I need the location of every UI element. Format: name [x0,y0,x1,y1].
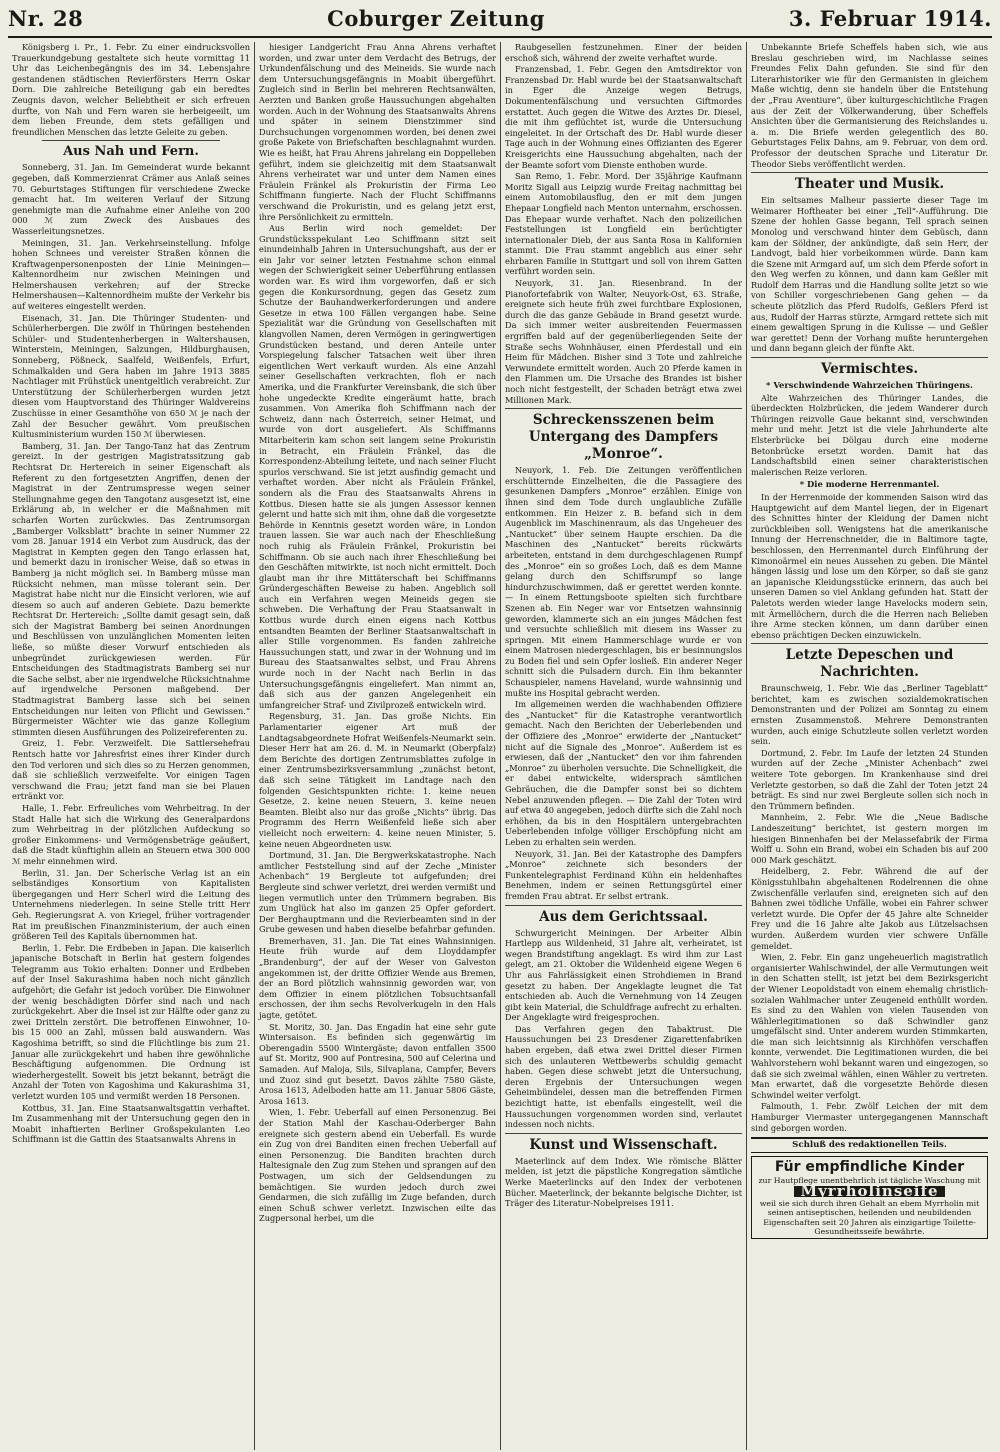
ad-subline: zur Hautpflege unentbehrlich ist tägliche Waschung mit [758,1175,981,1185]
section-heading: Kunst und Wissenschaft. [505,1133,742,1154]
article: Halle, 1. Febr. Erfreuliches vom Wehrbeitrag. In der Stadt Halle hat sich die Wirkung des Generalpardons zum Wehrbeitrag in der plötzlichen Aufdeckung so großer Einkommens- und Vermögensbeträge geäußert, daß die Stadt künftighin allein an Steuern etwa 300 000 ℳ mehr einnehmen wird. [12,802,250,866]
article: Ein seltsames Malheur passierte dieser Tage im Weimarer Hoftheater bei einer „Tell“-Aufführung. Die Szene der hohlen Gasse begann, Tell sprach seinen Monolog und verschwand hinter dem Gebüsch, dann kam der Söldner, der ankündigte, daß sein Herr, der Landvogt, bald hier vorbeikommen würde. Dann kam die Szene mit Armgard auf, um sich dem Pferde sofort in den Weg werfen zu können, und dann kam Geßler mit Rudolf dem Harras und die Handlung sollte jetzt so wie von Schiller vorgeschriebenen Gang gehen — da scheute plötzlich das Pferd Rudolfs, Geßlers Pferd ist aus, Rudolf der Harras stürzte, Armgard rettete sich mit einem gewaltigen Sprung in die Kulisse — und Geßler war gerettet! Denn der Vorhang mußte heruntergehen und dann begann gleich der fünfte Akt. [751,195,988,354]
article: Wien, 2. Febr. Ein ganz ungeheuerlich magistratlich organisierter Wahlschwindel, der alle Vermutungen weit in den Schatten stellt, ist jetzt bei dem Bezirksgericht der Wiener Leopoldstadt von einem ehemalig christlich-sozialen Wahlmacher unter Zeugeneid enthüllt worden. Es sind zu den Wahlen von vielen Tausenden von Wählerlegitimationen so daß Schwindler ganz umgefälscht sind. Unter anderem wurden Stimmkarten, die man sich leichtsinnig als Kirchhöfen verschaffen konnte, verwendet. Die Legitimationen wurden, die bei Wahlvorstehern wohl bekannt waren und eingezogen, so daß sie sich zweimal wählen, einen Wähler zu vertreten. Man erwartet, daß die vorgesetzte Behörde diesen Schwindel weiter verfolgt. [751,952,988,1100]
article: Bamberg, 31. Jan. Der Tango-Tanz hat das Zentrum gereizt. In der gestrigen Magistratssitzung gab Rechtsrat Dr. Hertereich in seiner Eigenschaft als Referent zu den fortgesetzten Angriffen, denen der Magistrat in der Zentrumspresse wegen seiner Stellungnahme gegen den Tangotanz ausgesetzt ist, eine Erklärung ab, in welcher er die Maßnahmen mit scharfen Worten zurückwies. Das Zentrumsorgan „Bamberger Volksblatt“ brachte in seiner Nummer 22 vom 28. Januar 1914 ein Verbot zum Ausdruck, das der Magistrat in Kempten gegen den Tango erlassen hat, und bemerkt dazu in ironischer Weise, daß so etwas in Bamberg ja nicht möglich sei. In Bamberg müsse man Rücksicht nehmen, man müsse tolerant sein. Der Magistrat habe nicht nur die Einsicht verloren, wie auf diesem so auch auf anderen Gebiete. Dazu bemerkte Rechtsrat Dr. Hertereich: „Sollte damit gesagt sein, daß sich der Magistrat Bamberg bei seinen Anordnungen und Beschlüssen von unzulänglichen Momenten leiten ließe, so müßte dieser Vorwurf entschieden als unbegründet zurückgewiesen werden. Für Entscheidungen des Stadtmagistrats Bamberg sei nur die Sache selbst, aber nie irgendwelche Rücksichtnahme auf irgendwelche Personen maßgebend. Der Stadtmagistrat Bamberg lasse sich bei seinen Entscheidungen nur leiten von Pflicht und Gewissen.“ Bürgermeister Wächter wie das ganze Kollegium stimmten diesen Ausführungen des Polizeireferenten zu. [12,440,250,737]
article: Neuyork, 1. Feb. Die Zeitungen veröffentlichen erschütternde Einzelheiten, die die Passagiere des gesunkenen Dampfers „Monroe“ erzählen. Einige von ihnen sind dem Tode durch unglaubliche Zufälle entkommen. Ein Heizer z. B. befand sich in dem Augenblick im Maschinenraum, als das Ungeheuer des „Nantucket“ über seinem Haupte erschien. Da die Maschinen des „Nantucket“ bereits rückwärts arbeiteten, entstand in dem durchgeschlagenen Rumpf des „Monroe“ ein so großes Loch, daß es dem Manne gelang durch den Schiffsrumpf so lange hindurchzuschwimmen, daß er gerettet werden konnte. — In einem Rettungsboote spielten sich furchtbare Szenen ab. Ein Neger war vor Entsetzen wahnsinnig geworden, klammerte sich an ein junges Mädchen fest und versuchte schließlich mit diesem ins Wasser zu springen. Mit einem Hammerschlage wurde er von einem Matrosen niedergeschlagen, bis er besinnungslos zu Boden fiel und sein Opfer losließ. Ein anderer Neger schnitt sich die Pulsadern durch. Ein ihm bekannter Schauspieler, namens Haveland, wurde wahnsinnig und mußte ins Hospital gebracht werden. [505,465,742,698]
article: hiesiger Landgericht Frau Anna Ahrens verhaftet worden, und zwar unter dem Verdacht des Betrugs, der Urkundenfälschung und des Meineids. Sie wurde nach dem Untersuchungsgefängnis in Moabit übergeführt. Zugleich sind in Berlin bei mehreren Rechtsanwälten, Aerzten und Banken große Haussuchungen abgehalten worden. Auch in der Wohnung des Staatsanwalts Ahrens und später in seinem Dienstzimmer sind Durchsuchungen vorgenommen worden, bei denen zwei große Pakete von Briefschaften beschlagnahmt wurden. Wie es heißt, hat Frau Ahrens jahrelang ein Doppelleben geführt, indem sie gleichzeitig mit dem Staatsanwalt Ahrens verheiratet war und unter dem Namen eines Fräulein Fränkel als Prokuristin der Firma Leo Schiffmann fungierte. Nach der Flucht Schiffmanns verschwand die Prokuristin, und es gelang jetzt erst, ihre Persönlichkeit zu ermitteln. [259,42,496,222]
article: St. Moritz, 30. Jan. Das Engadin hat eine sehr gute Wintersaison. Es befinden sich gegenwärtig im Oberengadin 5500 Wintergäste; davon entfallen 3500 auf St. Moritz, 900 auf Pontresina, 500 auf Celerina und Samaden. Auf Maloja, Sils, Silvaplana, Campfer, Bevers und Zuoz sind gut besetzt. Davos zählte 7580 Gäste, Arosa 1613, Adelboden hatte am 11. Januar 5806 Gäste, Arosa 1613. [259,1021,496,1106]
article: Maeterlinck auf dem Index. Wie römische Blätter melden, ist jetzt die päpstliche Kongregation sämtliche Werke Maeterlincks auf den Index der verbotenen Bücher. Maeterlinck, der bekannte belgische Dichter, ist Träger des Literatur-Nobelpreises 1911. [505,1155,742,1209]
ad-headline: Für empfindliche Kinder [774,1158,965,1175]
article: Unbekannte Briefe Scheffels haben sich, wie aus Breslau geschrieben wird, im Nachlasse seines Freundes Felix Dahn gefunden. Sie sind für den Literarhistoriker wie für den Germanisten in gleichem Maße wichtig, denn sie handeln über die Entstehung der „Frau Aventiure“, über kulturgeschichtliche Fragen aus der Zeit der Völkerwanderung, über Scheffels Ansichten über die Germanisierung des Reichslandes u. a. m. Die Briefe werden gelegentlich des 80. Geburtstages Felix Dahns, am 9. Februar, von dem ord. Professor der deutschen Sprache und Literatur Dr. Theodor Siebs veröffentlicht werden. [751,42,988,169]
article: Alte Wahrzeichen des Thüringer Landes, die überdeckten Holzbrücken, die jedem Wanderer durch Thüringen reizvolle Gaue bekannt sind, verschwinden mehr und mehr. Jetzt ist die viele Jahrhunderte alte Elsterbrücke bei Dölgau durch eine moderne Betonbrücke ersetzt worden. Damit hat das Landschaftsbild einen seiner charakteristischen malerischen Reize verloren. [751,392,988,477]
article: Greiz, 1. Febr. Verzweifelt. Die Sattlersehefrau Rentsch hatte vor Jahresfrist eines ihrer Kinder durch den Tod verloren und sich dies so zu Herzen genommen, daß sie schließlich verzweifelte. Vor einigen Tagen verschwand die Frau; jetzt fand man sie bei Plauen ertränkt vor. [12,738,250,802]
article: Schwurgericht Meiningen. Der Arbeiter Albin Hartlepp aus Wildenheid, 31 Jahre alt, verheiratet, ist wegen Brandstiftung angeklagt. Es wird ihm zur Last gelegt, am 21. Oktober die Wildenheid eigene Wegen 6 Uhr aus Fahrlässigkeit einen Strohdiemen in Brand gesetzt zu haben. Der Angeklagte leugnet die Tat entschieden ab. Auch die Vernehmung von 14 Zeugen gibt kein Material, die Schuldfrage aufrecht zu erhalten. Der Angeklagte wird freigesprochen. [505,927,742,1023]
article-heading: * Die moderne Herrenmantel. [799,479,940,490]
article: Kottbus, 31. Jan. Eine Staatsanwaltsgattin verhaftet. Im Zusammenhang mit der Untersuchung gegen den in Moabit inhaftierten Berliner Großspekulanten Leo Schiffmann ist die Gattin des Staatsanwalts Ahrens in [12,1102,250,1145]
article: Meiningen, 31. Jan. Verkehrseinstellung. Infolge hohen Schnees und vereister Straßen können die Kraftwagenpersonenposten der Linie Meiningen—Kaltennordheim nur zwischen Meiningen und Helmershausen verkehren; auf der Strecke Helmershausen—Kaltennordheim mußte der Verkehr bis auf weiteres eingestellt werden. [12,237,250,312]
article: Berlin, 31. Jan. Der Scherlsche Verlag ist an ein selbständiges Konsortium von Kapitalisten übergegangen und Herr Scherl wird die Leitung des Unternehmens niederlegen. In seine Stelle tritt Herr Geh. Regierungsrat A. von Kriegel, früher vortragender Rat im preußischen Finanzministerium, der auch einen größeren Teil des Kapitals übernommen hat. [12,867,250,942]
article: Bremerhaven, 31. Jan. Die Tat eines Wahnsinnigen. Heute früh wurde auf dem Lloyddampfer „Brandenburg“, der auf der Weser von Galveston angekommen ist, der dritte Offizier Wende aus Bremen, der an Bord plötzlich wahnsinnig geworden war, von dem Offizier in einem plötzlichen Tobsuchtsanfall erschossen, der ihm sechs Revolverkugeln in den Hals jagte, getötet. [259,935,496,1021]
article: Dortmund, 31. Jan. Die Bergwerkskatastrophe. Nach amtlicher Feststellung sind auf der Zeche „Minister Achenbach“ 19 Bergleute tot aufgefunden; drei Bergleute sind schwer verletzt, drei werden vermißt und liegen vermutlich unter den Trümmern begraben. Bis zum Unglück hat also im ganzen 25 Opfer gefordert. Der Berghauptmann und die Revierbeamten sind in der Grube gewesen und haben dieselbe befahrbar gefunden. [259,850,496,935]
article: Falmouth, 1. Febr. Zwölf Leichen der mit dem Hamburger Viermaster untergegangenen Mannschaft sind geborgen worden. [751,1101,988,1133]
column-3 [500,42,746,1450]
article: Franzensbad, 1. Febr. Gegen den Amtsdirektor von Franzensbad Dr. Habl wurde bei der Staatsanwaltschaft in Eger die Anzeige wegen Betrugs, Dokumentenfälschung und versuchten Giftmordes erstattet. Auch gegen die Witwe des Arztes Dr. Diesel, die mit ihm geflüchtet ist, wurde die Untersuchung eingeleitet. In der Ortschaft des Dr. Habl wurde dieser Tage auch in der Wohnung eines Offizianten des Egerer Kreisgerichts eine Haussuchung abgehalten, nach der der Beamte sofort vom Dienste enthoben wurde. [505,64,742,170]
article: In der Herrenmoide der kommenden Saison wird das Hauptgewicht auf dem Mantel liegen, der in Eigenart des Schnittes hinter der Kleidung der Damen nicht zurückbleiben soll. Wenigstens hat die amerikanische Innung der Herrenschneider, die in Baltimore tagte, beschlossen, den Herrenmantel durch Einführung der Kimonoärmel ein neues Aussehen zu geben. Die Mäntel hängen lässig und lose um den Körper, so daß sie ganz an japanische Kleidungsstücke erinnern, das auch bei unseren Damen so viel Anklang gefunden hat. Statt der Paletots werden wieder lange Havelocks modern sein, mit Ärmellöchern, durch die die Herren nach Belieben ihre Arme stecken können, um dann darüber einen ebenso prächtigen Decken einzuwickeln. [751,491,988,640]
article: Das Verfahren gegen den Tabaktrust. Die Haussuchungen bei 23 Dresdener Zigarettenfabriken haben ergeben, daß etwa zwei Drittel dieser Firmen sich des unlauteren Wettbewerbs schuldig gemacht haben. Gegen diese schwebt jetzt die Untersuchung, deren Ergebnis der Untersuchungen wegen Geheimbündelei, dessen man die betreffenden Firmen bezichtigt hatte, ist ebenfalls eingestellt, weil die Haussuchungen vorgenommen worden sind, verlautet indessen noch nichts. [505,1023,742,1130]
column-4 [746,42,992,1450]
section-heading: Theater und Musik. [751,172,988,193]
section-heading: Letzte Depeschen und Nachrichten. [751,643,988,681]
section-heading: Aus Nah und Fern. [63,144,199,160]
article: Wien, 1. Febr. Ueberfall auf einen Personenzug. Bei der Station Mahl der Kaschau-Oderberger Bahn ereignete sich gestern abend ein Ueberfall. Es wurde ein Zug von drei Banditen einen frechen Ueberfall auf einen Personenzug. Die Banditen brachten durch Haltesignale den Zug zum Stehen und sprangen auf den Postwagen, um sich der Geldsendungen zu bemächtigen. Sie wurden jedoch durch zwei Gendarmen, die sich zufällig im Zuge befanden, durch einen Schuß schwer verletzt. Inzwischen eilte das Zugpersonal herbei, um die [259,1107,496,1224]
article: Neuyork, 31. Jan. Bei der Katastrophe des Dampfers „Monroe“ zeichnete sich besonders der Funkentelegraphist Ferdinand Kühn ein heldenhaftes Benehmen, indem er seinen Rettungsgürtel einer fremden Frau abtrat. Er selbst ertrank. [505,848,742,901]
issue-date: 3. Februar 1914. [788,6,992,31]
newspaper-title: Coburger Zeitung [327,6,545,31]
section-heading: Aus dem Gerichtssaal. [505,905,742,926]
article: Raubgesellen festzunehmen. Einer der beiden erschoß sich, während der zweite verhaftet wurde. [505,42,742,63]
ad-text: weil sie sich durch ihren Gehalt an ebem Myrrholin mit seinen antiseptischen, heilenden und neubildenden Eigenschaften seit 20 Jahren als einzigartige Toilette- Gesundheitsseife bewährte. [759,1198,980,1237]
article: Eisenach, 31. Jan. Die Thüringer Studenten- und Schülerherbergen. Die zwölf in Thüringen bestehenden Schüler- und Studentenherbergen in Waltershausen, Winterstein, Meiningen, Salzungen, Hildburghausen, Sonneberg, Pößneck, Saalfeld, Weißenfels, Erfurt, Schmalkalden und Gera haben im Jahre 1913 3885 Nachtlager mit Frühstück unentgeltlich verabreicht. Zur Unterstützung der Schülerherbergen wurden jetzt diesen vom Hauptvorstand des Thüringer Waldvereins Zuschüsse in einer Gesamthöhe von 650 ℳ je nach der Zahl der Besucher gewährt. Vom preußischen Kultusministerium wurden 150 ℳ überwiesen. [12,312,250,440]
columns [8,42,992,1450]
article: Königsberg i. Pr., 1. Febr. Zu einer eindrucksvollen Trauerkundgebung gestaltete sich heute vormittag 11 Uhr das Leichenbegängnis des im 34. Lebensjahre gestandenen städtischen Revierförsters Herrn Oskar Dorn. Die zahlreiche Beteiligung gab ein beredtes Zeugnis davon, welcher Beliebtheit er sich erfreuen durfte, von Nah und Fern waren sie herbeigeeilt, um dem lieben Freunde, dem stets gefälligen und freundlichen Menschen das letzte Geleite zu geben. [12,42,250,137]
article: Dortmund, 2. Febr. Im Laufe der letzten 24 Stunden wurden auf der Zeche „Minister Achenbach“ zwei weitere Tote geborgen. Im Krankenhause sind drei Verletzte gestorben, so daß die Zahl der Toten jetzt 24 beträgt. Es sind nur zwei Bergleute sollen sich noch in den Trümmern befinden. [751,747,988,811]
article: Mannheim, 2. Febr. Wie die „Neue Badische Landeszeitung“ berichtet, ist gestern morgen im hiesigen Binnenhafen bei der Melassefabrik der Firma Wolff u. Sohn ein Brand, wobei ein Schaden bis auf 200 000 Mark geschätzt. [751,812,988,865]
article: Berlin, 1. Febr. Die Erdbeben in Japan. Die kaiserlich japanische Botschaft in Berlin hat gestern folgendes Telegramm aus Tokio erhalten: Donner und Erdbeben auf der Insel Sakurashima haben noch nicht gänzlich aufgehört; die Gefahr ist jedoch vorüber. Die Einwohner der wenig beschädigten Dörfer sind nach und nach zurückgekehrt. Aber die Insel ist zur Hälfte oder ganz zu zwei Dritteln zerstört. Die betroffenen Einwohner, 10- bis 15 000 an Zahl, müssen bald auswandern. Was Kagoshima betrifft, so sind die Flüchtlinge bis zum 21. Januar alle zurückgekehrt und haben ihre gewöhnliche Beschäftigung aufgenommen. Die Ordnung ist wiederhergestellt. Soweit bis jetzt bekannt, beträgt die Anzahl der Toten von Kagoshima und Kakurashima 31, verletzt wurden 105 und vermißt werden 18 Personen. [12,942,250,1101]
article: Braunschweig, 1. Febr. Wie das „Berliner Tageblatt“ berichtet, kam es zwischen sozialdemokratischen Demonstranten und der Polizei am Sonntag zu einem ernsten Zusammenstoß. Mehrere Demonstranten wurden, auch einige Schutzleute sollen verletzt worden sein. [751,683,988,747]
ad-product-name: Myrrholinseife [794,1186,944,1197]
advertisement [751,1156,988,1240]
editorial-end-note: Schluß des redaktionellen Teils. [751,1137,988,1153]
article: Sonneberg, 31. Jan. Im Gemeinderat wurde bekannt gegeben, daß Kommerzienrat Crämer aus Anlaß seines 70. Geburtstages Stiftungen für verschiedene Zwecke gemacht hat. Im weiteren Verlauf der Sitzung genehmigte man die Aufnahme einer Anleihe von 200 000 ℳ zum Zweck des Ausbaues des Wasserleitungsnetzes. [12,162,250,236]
article: Aus Berlin wird noch gemeldet: Der Grundstücksspekulant Leo Schiffmann sitzt seit einundeinhalb Jahren in Untersuchungshaft, aus der er ein Jahr vor seiner letzten Festnahme schon einmal wegen der Schwierigkeit seiner Ueberführung entlassen worden war. Es wird ihm vorgeworfen, daß er sich gegen die Konkursordnung, gegen das Gesetz zum Schutze der Bauhandwerkerforderungen und andere Gesetze in etwa 100 Fällen vergangen habe. Seine Spezialität war die Gründung von Gesellschaften mit klangvollen Namen, deren Vermögen in geringwertigen Grundstücken bestand, und deren Anteile unter Vorspiegelung falscher Tatsachen weit über ihren eigentlichen Wert verkauft wurden. Als eine Anzahl seiner Gesellschaften verkrachten, floh er nach Amerika, und die Frankfurter Vereinsbank, die sich über hohe ungedeckte Kredite eingeräumt hatte, brach zusammen. Von Amerika floh Schiffmann nach der Schweiz, dann nach Österreich, seiner Heimat, und wurde von dort ausgeliefert. Als Schiffmanns Mitarbeiterin kam schon seit langem seine Prokuristin in Betracht, ein Fräulein Fränkel, das die Korrespondenz-Abteilung leitete, und nach seiner Flucht spurlos verschwand. Sie ist jetzt ausfindig gemacht und verhaftet worden. Aber nicht als Fräulein Fränkel, sondern als die Frau des Staatsanwalts Ahrens in Kottbus. Diesen hatte sie als jungen Assessor kennen gelernt und hatte sich mit ihm, ohne daß die vorgesetzte Behörde in Kenntnis gesetzt worden wäre, in London trauen lassen. Sie war auch nach der Eheschließung noch ruhig als Fräulein Fränkel, Prokuristin bei Schiffmann. Ob sie auch nach ihrer Eheschließung bei den Geschäften mitwirkte, ist noch nicht ermittelt. Doch glaubt man ihr ihre Mittäterschaft bei Schiffmanns Gründergeschäften Beweise zu haben. Angeblich soll auch ein Verfahren wegen Meineids gegen sie schweben. Die Verhaftung der Frau Staatsanwalt in Kottbus wurde durch einen eigens nach Kottbus entsandten Beamten der Berliner Staatsanwaltschaft in aller Stille vorgenommen. Es fanden zahlreiche Haussuchungen statt, und zwar in der Wohnung und im Bureau des Staatsanwaltes selbst, und Frau Ahrens wurde noch in der Nacht nach Berlin in das Untersuchungsgefängnis eingeliefert. Man nimmt an, daß sich aus der ganzen Angelegenheit ein umfangreicher Straf- und Zivilprozeß entwickeln wird. [259,223,496,710]
article: Heidelberg, 2. Febr. Während die auf der Königsstuhlbahn abgehaltenen Rodelrennen die ohne Zwischenfälle verlaufen sind, ereigneten sich auf den Bahnen zwei tödliche Unfälle, wobei ein Fahrer schwer verletzt wurde. Die Opfer der 45 Jahre alte Schneider Frey und die 16 Jahre alte Jakob aus Lützelsachsen wurden. Außerdem wurden vier schwere Unfälle gemeldet. [751,866,988,951]
article-heading: * Verschwindende Wahrzeichen Thüringens. [766,380,973,391]
divider [42,140,220,141]
article: Regensburg, 31. Jan. Das große Nichts. Ein Parlamentarier eigener Art muß der Landtagsabgeordnete Hofrat Weißenfels-Neumarkt sein. Dieser Herr hat am 26. d. M. in Neumarkt (Oberpfalz) dem Berichte des dortigen Zentrumsblattes zufolge in einer Zentrumsbezirksversammlung „zunächst betont, daß sich seine Tätigkeit im Landtage nach den folgenden Gesichtspunkten richte: 1. keine neuen Gesetze, 2. keine neuen Steuern, 3. keine neuen Beamten. Bleibt also nur das große „Nichts“ übrig. Das Programm des Herrn Weißenfeld ließe sich aber vielleicht noch erweitern: 4. keine neuen Minister, 5. keine neuen Abgeordneten usw. [259,711,496,849]
section-heading: Vermischtes. [751,357,988,378]
column-2 [254,42,500,1450]
section-heading: Schreckensszenen beim Untergang des Dampfers „Monroe“. [505,408,742,463]
article: Neuyork, 31. Jan. Riesenbrand. In der Pianofortefabrik von Walter, Neuyork-Ost, 63. Straße, ereignete sich heute früh zwei furchtbare Explosionen, durch die das ganze Gebäude in Brand gesetzt wurde. Da sich immer weiter ausbreitenden Feuermassen ergriffen bald auf der gegenüberliegenden Seite der Straße sechs Wohnhäuser, einen Pferdestall und ein Heim für Mädchen. Bisher sind 3 Tote und zahlreiche Verwundete ermittelt worden. Auch 20 Pferde kamen in den Flammen um. Die Ursache des Brandes ist bisher noch nicht festgestellt, der Schaden beträgt etwa zwei Millionen Mark. [505,278,742,405]
article: San Remo, 1. Febr. Mord. Der 35jährige Kaufmann Moritz Sigall aus Leipzig wurde Freitag nachmittag bei einem Automobilausflug, den er mit dem jungen Ehepaar Longfield nach Menton unternahm, erschossen. Das Ehepaar wurde verhaftet. Nach den polizeilichen Feststellungen ist Longfield ein berüchtigter internationaler Dieb, der aus Santa Rosa in Kalifornien stammt. Die Frau stammt angeblich aus einer sehr ehrbaren Familie in Stuttgart und soll von ihrem Gatten verführt worden sein. [505,171,742,277]
article: Im allgemeinen werden die wachhabenden Offiziere des „Nantucket“ für die Katastrophe verantwortlich gemacht. Nach den Berichten der Ueberlebenden und der Offiziere des „Monroe“ erwiderte der „Nantucket“ nicht auf die Signale des „Monroe“. Außerdem ist es erwiesen, daß der „Nantucket“ den vor ihm fahrenden „Monroe“ zu überholen versuchte. Die Schnelligkeit, die er dabei entwickelte, widersprach sämtlichen Gebräuchen, die die Dampfer sonst bei so dichtem Nebel anzuwenden pflegen. — Die Zahl der Toten wird auf etwa 40 angegeben, jedoch dürfte sich die Zahl noch erhöhen, da bis in den Hospitälern untergebrachten Ueberlebenden infolge völliger Erschöpfung nicht am Leben zu erhalten sein werden. [505,699,742,847]
masthead [8,6,992,38]
column-1 [8,42,254,1450]
issue-number: Nr. 28 [8,6,84,31]
